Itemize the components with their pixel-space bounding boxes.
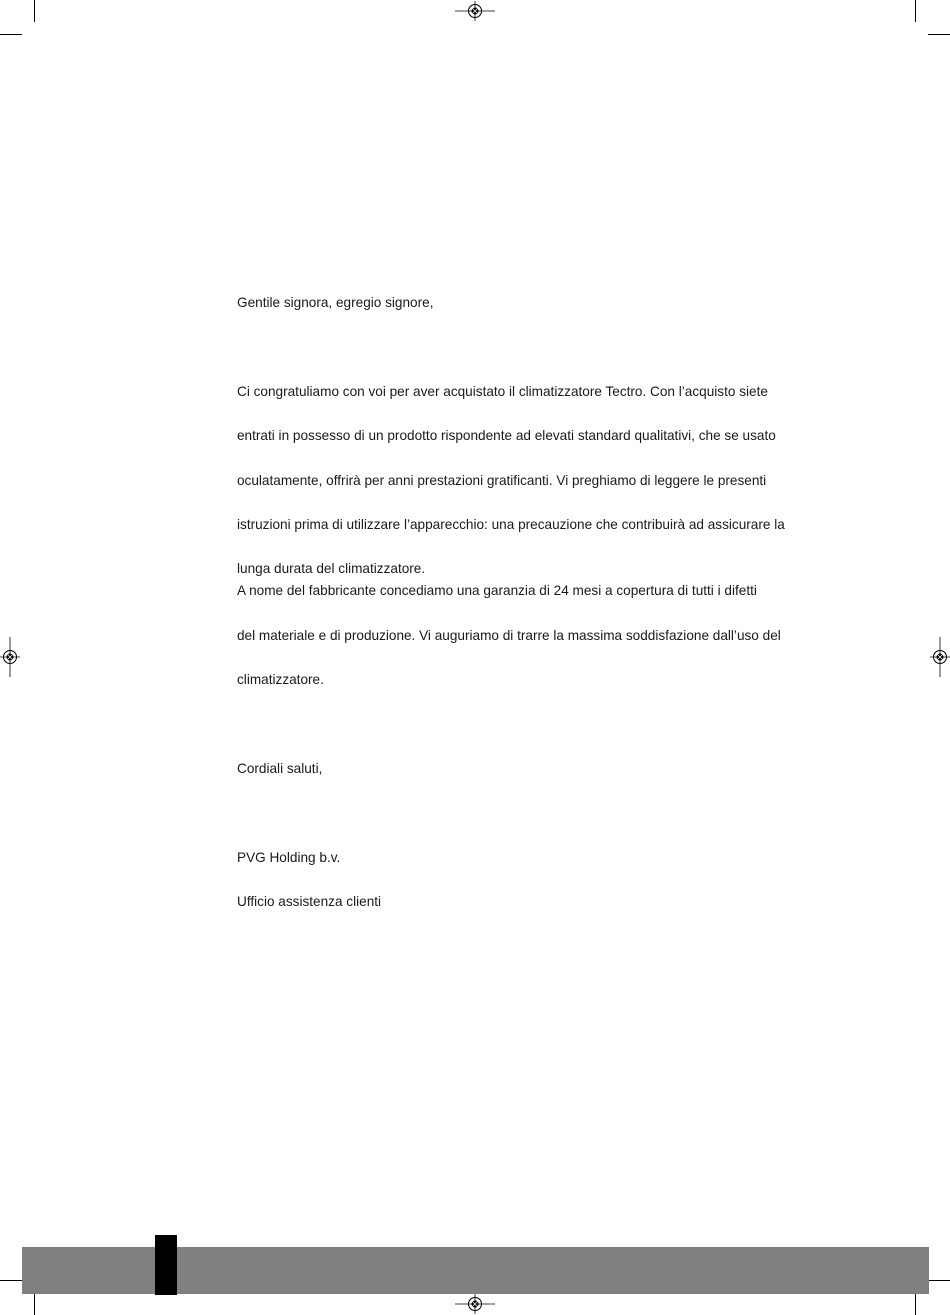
registration-mark-left-icon (0, 637, 20, 677)
paragraph-line: A nome del fabbricante concediamo una garanzia di 24 mesi a copertura di tutti i difetti (237, 583, 757, 599)
blank-line (237, 359, 847, 381)
crop-mark-bottom-left-v (34, 1294, 35, 1315)
department-name: Ufficio assistenza clienti (237, 894, 382, 910)
blank-line (237, 403, 847, 425)
crop-mark-bottom-right-v (915, 1294, 916, 1315)
paragraph-line: Ci congratuliamo con voi per aver acquistato il climatizzatore Tectro. Con l’acquisto siete (237, 383, 768, 399)
blank-line (237, 314, 847, 336)
paragraph-line: del materiale e di produzione. Vi auguriamo di trarre la massima soddisfazione dall’uso del (237, 627, 781, 643)
blank-line (237, 336, 847, 358)
paragraph-line: oculatamente, offrirà per anni prestazioni gratificanti. Vi preghiamo di leggere le presenti (237, 472, 767, 488)
letter-body (237, 292, 847, 913)
blank-line (237, 647, 847, 669)
company-name: PVG Holding b.v. (237, 849, 341, 865)
blank-line (237, 714, 847, 736)
registration-mark-top-icon (455, 1, 495, 21)
blank-line (237, 691, 847, 713)
blank-line (237, 447, 847, 469)
paragraph-line: istruzioni prima di utilizzare l’apparecchio: una precauzione che contribuirà ad assicurare la (237, 516, 785, 532)
blank-line (237, 736, 847, 758)
registration-mark-bottom-icon (455, 1294, 495, 1314)
paragraph-line: lunga durata del climatizzatore. (237, 561, 426, 577)
blank-line (237, 802, 847, 824)
crop-mark-bottom-left-h (0, 1280, 22, 1281)
blank-line (237, 492, 847, 514)
blank-line (237, 603, 847, 625)
paragraph-line: climatizzatore. (237, 672, 324, 688)
crop-mark-top-right-h (928, 34, 950, 35)
registration-mark-right-icon (930, 637, 950, 677)
blank-line (237, 825, 847, 847)
crop-mark-bottom-right-h (928, 1280, 950, 1281)
closing: Cordiali saluti, (237, 760, 323, 776)
blank-line (237, 869, 847, 891)
blank-line (237, 536, 847, 558)
salutation: Gentile signora, egregio signore, (237, 295, 434, 310)
blank-line (237, 780, 847, 802)
crop-mark-top-right-v (915, 0, 916, 22)
footer-tab (155, 1235, 177, 1295)
paragraph-line: entrati in possesso di un prodotto rispondente ad elevati standard qualitativi, che se usato (237, 428, 776, 444)
crop-mark-top-left-h (0, 34, 22, 35)
crop-mark-top-left-v (34, 0, 35, 22)
